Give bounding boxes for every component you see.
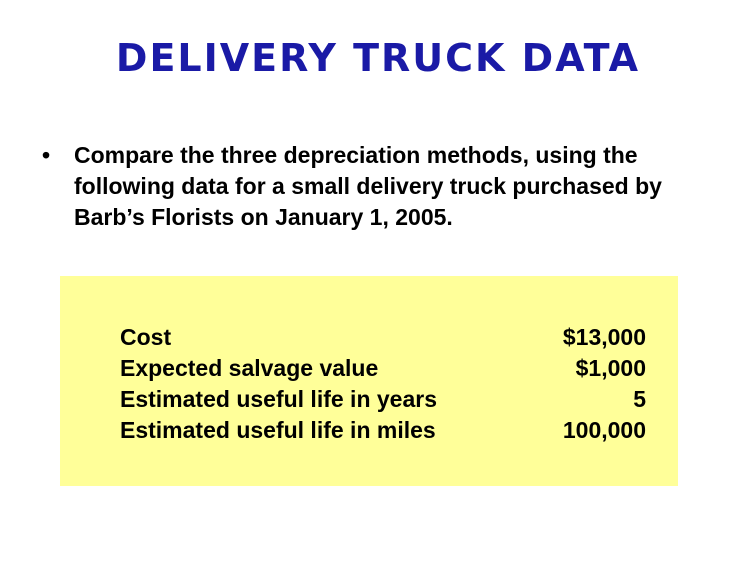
truck-data-table: [120, 322, 646, 446]
table-row-cost: [120, 322, 646, 353]
row-value: $1,000: [575, 355, 646, 381]
row-label: Estimated useful life in miles: [120, 417, 436, 443]
slide-title: DELIVERY TRUCK DATA: [115, 36, 641, 80]
bullet-marker: •: [42, 142, 51, 168]
table-row-salvage-value: [120, 353, 646, 384]
bullet-point: [42, 140, 722, 233]
row-label: Cost: [120, 324, 172, 350]
row-label: Estimated useful life in years: [120, 386, 438, 412]
table-row-life-miles: [120, 415, 646, 446]
row-value: 100,000: [562, 417, 646, 443]
bullet-text: Compare the three depreciation methods, using the following data for a small delivery truck purchased by Barb’s Florists on January 1, 2005.: [74, 142, 662, 230]
row-label: Expected salvage value: [120, 355, 379, 381]
truck-data-box: [60, 276, 678, 486]
row-value: $13,000: [562, 324, 646, 350]
row-value: 5: [633, 386, 646, 412]
table-row-life-years: [120, 384, 646, 415]
